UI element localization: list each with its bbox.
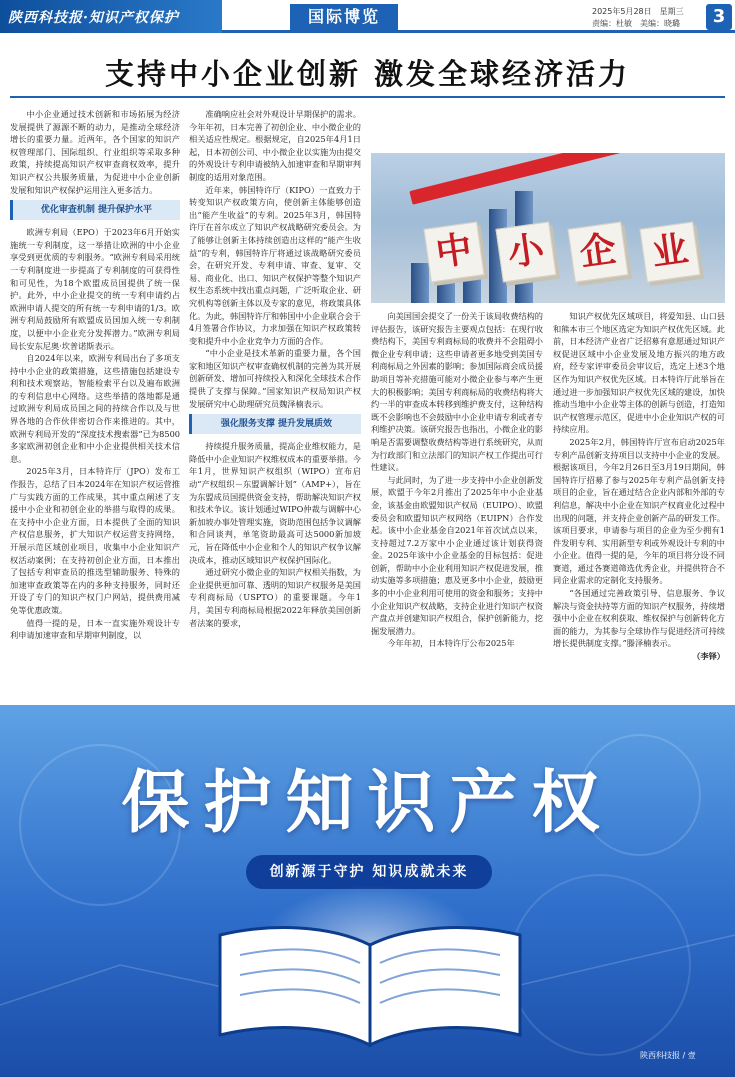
article-column-1 bbox=[10, 108, 180, 693]
masthead bbox=[0, 0, 735, 36]
photo-credit: 陕西科技报 / 壹 bbox=[640, 1051, 696, 1060]
cube-char: 中 bbox=[424, 222, 485, 283]
open-book-icon bbox=[210, 915, 530, 1055]
paragraph: 与此同时，为了进一步支持中小企业创新发展，欧盟于今年2月推出了2025年中小企业基金，该基金由欧盟知识产权局（EUIPO）、欧盟委员会和欧盟知识产权网络（EUIPN）合作发起。该中小企业基金自2021年首次试点以来，支持超过7.2万家中小企业通过该计划获得资金。2025年该中小企业基金的目标包括：促进创新，帮助中小企业利用知识产权促进发展，推动实施等多项措施；惠及更多中小企业，鼓励更多的中小企业利用可使用的资金和服务；支持中小企业知识产权战略，支持企业进行知识产权资产盘点并创建知识产权组合，保护创新能力，挖掘发展潜力。 bbox=[371, 474, 543, 636]
cube-char: 企 bbox=[568, 222, 629, 283]
paragraph: “中小企业是技术革新的重要力量，各个国家和地区知识产权审查确权机制的完善为其开展创新研发、增加可持续投入和深化全球技术合作提供了支撑与保障。”国家知识产权局知识产权发展研究中心助理研究员魏泽楠表示。 bbox=[189, 348, 361, 409]
paragraph: “各国通过完善政策引导、信息服务、争议解决与资金扶持等方面的知识产权服务，持续增强中小企业在权利获取、维权保护与创新转化方面的能力，为其参与全球协作与促进经济可持续增长提供制度支撑。”滕泽楠表示。 bbox=[553, 588, 725, 649]
paragraph: 中小企业通过技术创新和市场拓展为经济发展提供了源源不断的动力，是推动全球经济增长的重要力量。近两年，各个国家的知识产权管理部门、国际组织、行业组织等采取多种政策，持续提高知识产权审查商权效率，提升知识产权公共服务质量，为促进中小企业创新发展和知识产权保护运用注入更多活力。 bbox=[10, 109, 180, 195]
cube-char: 小 bbox=[496, 222, 557, 283]
section-label: 国际博览 bbox=[290, 4, 398, 30]
paragraph: 持续提升服务质量，提高企业维权能力，是降低中小企业知识产权维权成本的重要举措。今年1月，世界知识产权组织（WIPO）宣布启动“产权组织－东盟调解计划”（AMP+），旨在为东盟成员国提供资金支持，帮助解决知识产权和技术争议。该计划通过WIPO仲裁与调解中心新加坡办事处管理实施，资助范围包括争议调解和合同谈判，单笔资助最高可达5000新加坡元，旨在降低中小企业和个人的知识产权争议解决成本，推动区域知识产权保护国际化。 bbox=[189, 441, 361, 565]
paragraph: 2025年3月，日本特许厅（JPO）发布工作报告，总结了日本2024年在知识产权运营推广与实践方面的工作成果，其中重点阐述了支援中小企业和初创企业的举措与取得的成果。在支持中小企业方面，日本提供了全面的知识产权信息服务，扩大知识产权运营支持网络，开展示范区域创业项目，收集中小企业知识产权活动案例；在支持初创企业方面，日本推出了包括专利审查员的推选型辅助服务、特殊的加速审查政策等在内的多种支持服务，同时还开设了专门的知识产权门户网站，提供费用减免等优惠政策。 bbox=[10, 466, 180, 615]
paragraph: 准确响应社会对外观设计早期保护的需求。今年年初，日本完善了初创企业、中小微企业的相关适应性规定。根据规定，自2025年4月1日起，日本初创公司、中小微企业以实施为由提交的外观设计专利申请被纳入加速审查和早期审判制度的适用对象范围。 bbox=[189, 109, 361, 182]
banner-slogan: 创新源于守护 知识成就未来 bbox=[246, 855, 492, 889]
article-column-2 bbox=[189, 108, 361, 693]
paragraph: 知识产权优先区域项目，将爱知县、山口县和熊本市三个地区选定为知识产权优先区域。此前，日本经济产业省广泛招募有意愿通过知识产权促进区域中小企业发展及地方振兴的地方政府，经专家评审委员会审议后，选定上述3个地区作为知识产权优先区域。日本特许厅此举旨在通过进一步加强知识产权优先区域的建设，加快推动当地中小企业等主体的创新与创造，打造知识产权管理示范区，促进中小企业知识产权的可持续应用。 bbox=[553, 311, 725, 435]
banner-title: 保护知识产权 bbox=[121, 764, 614, 843]
paper-name-band bbox=[0, 0, 222, 33]
subheading: 强化服务支撑 提升发展质效 bbox=[189, 414, 361, 434]
masthead-rule bbox=[222, 30, 735, 33]
headline: 支持中小企业创新 激发全球经济活力 bbox=[104, 57, 631, 91]
page-number: 3 bbox=[706, 4, 732, 30]
sme-photo bbox=[371, 153, 725, 303]
paragraph: 值得一提的是，日本一直实施外观设计专利申请加速审查和早期审判制度，以 bbox=[10, 617, 180, 641]
headline-rule bbox=[10, 96, 725, 98]
issue-date: 2025年5月28日 星期三 bbox=[592, 7, 684, 16]
article-column-4 bbox=[553, 310, 725, 693]
article-column-3 bbox=[371, 310, 543, 693]
paragraph: 2025年2月，韩国特许厅宣布启动2025年专利产品创新支持项目以支持中小企业的发展。根据该项目，今年2月26日至3月19日期间，韩国特许厅招募了参与2025年专利产品创新支持项目的企业，旨在通过结合企业内部和外部的专利信息，解决中小企业在知识产权商业化过程中出现的问题，并支持企业创新产品的研发工作。该项目要求，申请参与项目的企业为至少拥有1件发明专利、实用新型专利或外观设计专利的中小企业。值得一提的是，今年的项目将分设不同赛道，通过各赛道筛选优秀企业，并提供符合不同企业需求的定制化支持服务。 bbox=[553, 436, 725, 586]
paragraph: 自2024年以来，欧洲专利局出台了多项支持中小企业的政策措施，这些措施包括建设专利和技术观察站，智能检索平台以及遍布欧洲的专利信息中心网络。这些举措的落地都是通过欧洲专利局成员国之间的持续合作以及与世界各地的合作伙伴密切合作来推进的。其中，欧洲专利局开发的“深度技术搜索器”已为8500多家欧洲初创企业和中小企业提供相关技术信息。 bbox=[10, 353, 180, 464]
paragraph: 近年来，韩国特许厅（KIPO）一直致力于转变知识产权政策方向，使创新主体能够创造出“能产生收益”的专利。2025年3月，韩国特许厅在首尔成立了知识产权战略研究委员会。为了能够让创新主体持续创造出这样的“能产生收益”的专利，韩国特许厅将通过该战略研究委员会，在研究开发、专利申请、审查、复审、交易、商业化、出口、知识产权保护等整个知识产权生态系统中找出重点问题，广泛听取企业、研究机构等创新主体以及专家的意见，将政策具体化。为此，韩国特许厅和韩国中小企业联合会于4月签署合作协议，力求加强在知识产权政策转变和提升中小企业竞争力方面的合作。 bbox=[189, 184, 361, 346]
paragraph: 今年年初，日本特许厅公布2025年 bbox=[387, 638, 515, 649]
ip-protection-banner bbox=[0, 705, 735, 1077]
paragraph: 向美国国会提交了一份关于该局收费结构的评估报告，该研究报告主要观点包括：在现行收费结构下，美国专利商标局的收费并不会阻碍小微企业专利申请；这些申请者更多地受到美国专利商标局之外因素的影响；参加国际商会成员援助项目等补充措施可能对小微企业参与率产生更大的积极影响；美国专利商标局的收费结构将大约一半的审查成本转移到维护费支付，这种结构既不会影响也不会鼓励中小企业申请专利或者专利维护决策。该研究报告也指出，小微企业的影响是否需要调整收费结构等进行系统研究，从而为行政部门和立法部门的知识产权工作提出可行性建议。 bbox=[371, 311, 543, 473]
growth-arrow bbox=[409, 153, 703, 205]
paragraph: 通过研究小微企业的知识产权相关指数，为企业提供更加可靠、透明的知识产权服务是美国专利商标局（USPTO）的重要课题。今年1月，美国专利商标局根据2022年释放美国创新者法案的要求， bbox=[189, 567, 361, 628]
chart-bar-decor bbox=[411, 263, 429, 303]
paragraph: 欧洲专利局（EPO）于2023年6月开始实施统一专利制度，这一举措让欧洲的中小企业享受到更优质的专利服务。“欧洲专利局采用统一专利制度进一步提高了专利制度的可获得性和可见性，为18个欧盟成员国提供了统一保护。此外，中小企业提交的统一专利申请约占欧洲申请人提交的所有统一专利申请的1/3。欧洲专利局鼓励所有欧盟成员国加入统一专利制度，以便中小企业充分发挥潜力。”欧洲专利局局长安东尼奥·坎普诺斯表示。 bbox=[10, 227, 180, 351]
editor-credit: 责编：杜敏 美编：晓璐 bbox=[592, 19, 680, 28]
cube-char: 业 bbox=[640, 222, 701, 283]
byline: （李铎） bbox=[692, 651, 725, 662]
subheading: 优化审查机制 提升保护水平 bbox=[10, 200, 180, 220]
paper-name: 陕西科技报·知识产权保护 bbox=[8, 10, 179, 26]
